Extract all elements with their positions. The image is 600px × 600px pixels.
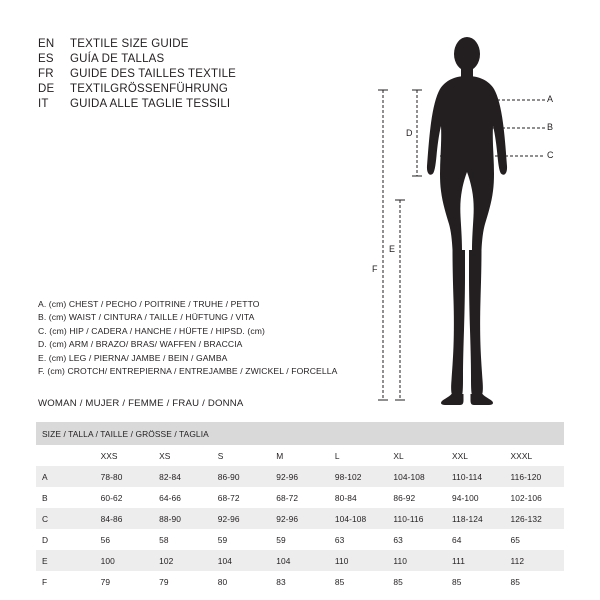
cell-d-xxxl: 65 (505, 529, 565, 550)
column-xl: XL (387, 445, 446, 466)
cell-c-m: 92-96 (270, 508, 329, 529)
label-b: B (547, 122, 554, 132)
legend-line-c: C. (cm) HIP / CADERA / HANCHE / HÜFTE / HIPSD. (cm) (38, 325, 265, 336)
cell-b-m: 68-72 (270, 487, 329, 508)
label-e: E (389, 244, 396, 254)
column-xxxl: XXXL (505, 445, 565, 466)
cell-d-xxs: 56 (95, 529, 154, 550)
cell-c-xs: 88-90 (153, 508, 212, 529)
title-lang-it: IT (38, 98, 49, 110)
row-label-a: A (36, 466, 95, 487)
cell-a-s: 86-90 (212, 466, 271, 487)
table-row (36, 466, 564, 487)
row-label-d: D (36, 529, 95, 550)
title-lang-fr: FR (38, 68, 54, 80)
title-text-es: GUÍA DE TALLAS (70, 53, 165, 65)
table-row (36, 508, 564, 529)
label-a: A (547, 94, 554, 104)
title-block (38, 38, 338, 113)
column-m: M (270, 445, 329, 466)
cell-f-l: 85 (329, 571, 388, 592)
cell-a-xs: 82-84 (153, 466, 212, 487)
cell-d-m: 59 (270, 529, 329, 550)
woman-silhouette-icon (350, 28, 590, 428)
cell-f-m: 83 (270, 571, 329, 592)
legend-line-e: E. (cm) LEG / PIERNA/ JAMBE / BEIN / GAMBA (38, 352, 228, 363)
column-l: L (329, 445, 388, 466)
cell-a-m: 92-96 (270, 466, 329, 487)
column-s: S (212, 445, 271, 466)
cell-a-xl: 104-108 (387, 466, 446, 487)
target-audience-label: WOMAN / MUJER / FEMME / FRAU / DONNA (38, 398, 244, 409)
title-text-en: TEXTILE SIZE GUIDE (70, 38, 189, 50)
cell-a-xxl: 110-114 (446, 466, 505, 487)
table-row (36, 529, 564, 550)
cell-e-xxs: 100 (95, 550, 154, 571)
row-label-e: E (36, 550, 95, 571)
cell-e-s: 104 (212, 550, 271, 571)
cell-e-xl: 110 (387, 550, 446, 571)
title-row-es (38, 53, 338, 65)
size-table (36, 422, 564, 592)
cell-b-l: 80-84 (329, 487, 388, 508)
cell-b-s: 68-72 (212, 487, 271, 508)
cell-e-xxl: 111 (446, 550, 505, 571)
cell-b-xs: 64-66 (153, 487, 212, 508)
legend-block (38, 298, 368, 378)
cell-c-xxl: 118-124 (446, 508, 505, 529)
title-text-fr: GUIDE DES TAILLES TEXTILE (70, 68, 237, 80)
cell-e-l: 110 (329, 550, 388, 571)
cell-f-s: 80 (212, 571, 271, 592)
cell-e-xxxl: 112 (505, 550, 565, 571)
cell-a-l: 98-102 (329, 466, 388, 487)
cell-f-xs: 79 (153, 571, 212, 592)
title-row-de (38, 83, 338, 95)
cell-b-xxxl: 102-106 (505, 487, 565, 508)
title-row-it (38, 98, 338, 110)
label-c: C (547, 150, 554, 160)
cell-c-l: 104-108 (329, 508, 388, 529)
cell-e-xs: 102 (153, 550, 212, 571)
cell-c-xxxl: 126-132 (505, 508, 565, 529)
row-label-f: F (36, 571, 95, 592)
legend-line-f: F. (cm) CROTCH/ ENTREPIERNA / ENTREJAMBE / ZWICKEL / FORCELLA (38, 366, 338, 377)
row-label-b: B (36, 487, 95, 508)
cell-b-xxs: 60-62 (95, 487, 154, 508)
title-row-en (38, 38, 338, 50)
cell-a-xxxl: 116-120 (505, 466, 565, 487)
table-header-label: SIZE / TALLA / TAILLE / GRÖSSE / TAGLIA (36, 422, 564, 445)
table-row (36, 550, 564, 571)
title-lang-es: ES (38, 53, 54, 65)
cell-a-xxs: 78-80 (95, 466, 154, 487)
label-d: D (406, 128, 413, 138)
cell-c-xxs: 84-86 (95, 508, 154, 529)
cell-d-s: 59 (212, 529, 271, 550)
cell-f-xxl: 85 (446, 571, 505, 592)
cell-e-m: 104 (270, 550, 329, 571)
cell-d-xxl: 64 (446, 529, 505, 550)
title-text-de: TEXTILGRÖSSENFÜHRUNG (70, 83, 228, 95)
cell-c-xl: 110-116 (387, 508, 446, 529)
cell-c-s: 92-96 (212, 508, 271, 529)
legend-line-a: A. (cm) CHEST / PECHO / POITRINE / TRUHE / PETTO (38, 299, 260, 309)
cell-d-xs: 58 (153, 529, 212, 550)
row-label-c: C (36, 508, 95, 529)
column-corner (36, 445, 95, 466)
table-row (36, 571, 564, 592)
table-header-row (36, 422, 564, 445)
cell-d-xl: 63 (387, 529, 446, 550)
table-column-row (36, 445, 564, 466)
title-lang-de: DE (38, 83, 55, 95)
label-f: F (372, 264, 378, 274)
cell-f-xxxl: 85 (505, 571, 565, 592)
title-row-fr (38, 68, 338, 80)
cell-b-xl: 86-92 (387, 487, 446, 508)
column-xxl: XXL (446, 445, 505, 466)
title-text-it: GUIDA ALLE TAGLIE TESSILI (70, 98, 231, 110)
cell-d-l: 63 (329, 529, 388, 550)
cell-f-xl: 85 (387, 571, 446, 592)
cell-f-xxs: 79 (95, 571, 154, 592)
measurement-figure (350, 28, 590, 428)
legend-line-d: D. (cm) ARM / BRAZO/ BRAS/ WAFFEN / BRACCIA (38, 339, 243, 350)
size-table-wrap (36, 422, 564, 592)
legend-line-b: B. (cm) WAIST / CINTURA / TAILLE / HÜFTUNG / VITA (38, 312, 255, 323)
column-xxs: XXS (95, 445, 154, 466)
column-xs: XS (153, 445, 212, 466)
cell-b-xxl: 94-100 (446, 487, 505, 508)
table-row (36, 487, 564, 508)
title-lang-en: EN (38, 38, 55, 50)
